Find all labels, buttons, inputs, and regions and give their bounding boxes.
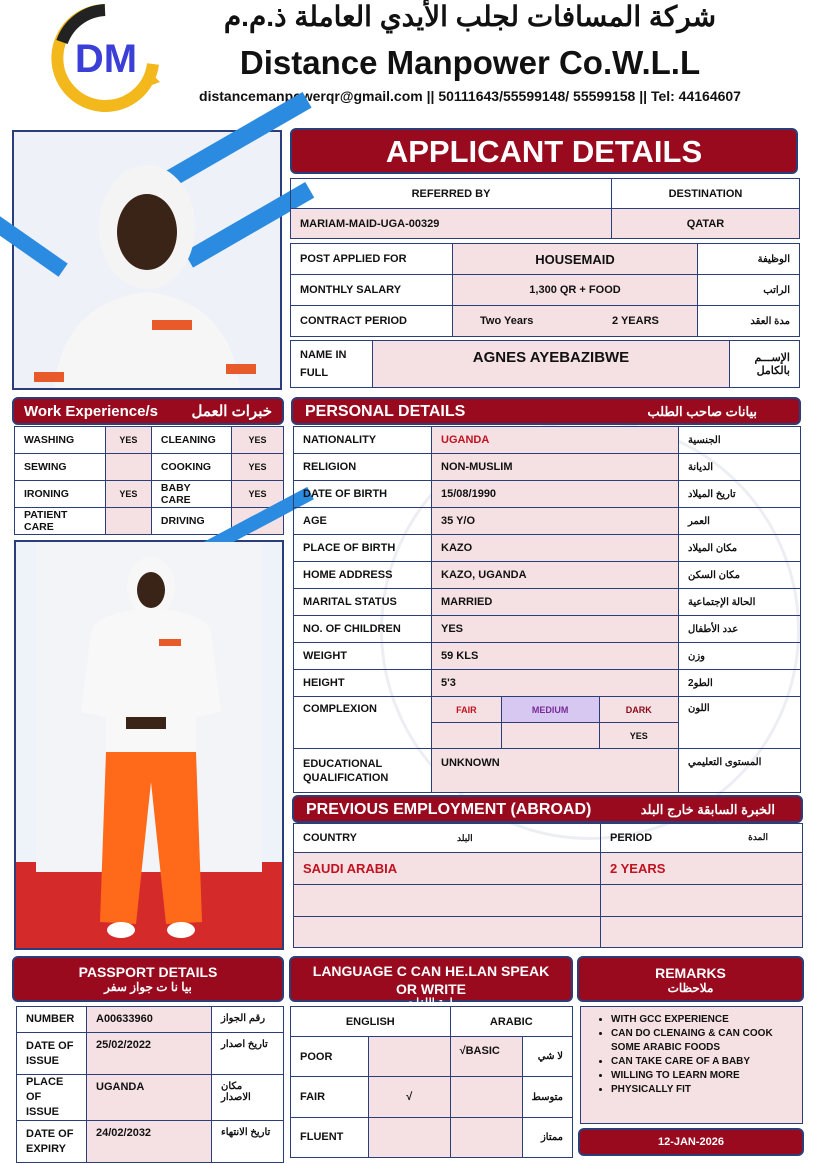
salary-label-ar: الراتب [698, 275, 800, 306]
personal-detail-label-ar: وزن [679, 643, 801, 670]
remark-item: • CAN TAKE CARE OF A BABY [611, 1055, 796, 1069]
personal-detail-label: PLACE OF BIRTH [294, 535, 432, 562]
remarks-title-ar: ملاحظات [667, 981, 714, 995]
personal-detail-label-ar: عدد الأطفال [679, 616, 801, 643]
arabic-header: ARABIC [450, 1007, 572, 1037]
company-name-arabic: شركة المسافات لجلب الأيدي العاملة ذ.م.م [223, 1, 717, 32]
fluent-label-ar: ممتاز [522, 1117, 572, 1157]
name-label: NAME IN FULL [291, 341, 373, 388]
arabic-basic-cell: √BASIC [450, 1037, 522, 1077]
personal-details-title-ar: بيانات صاحب الطلب [647, 404, 757, 419]
personal-detail-row [294, 427, 801, 454]
document-date: 12-JAN-2026 [578, 1128, 804, 1156]
work-experience-title-ar: خبرات العمل [191, 403, 272, 420]
empty-cell [601, 885, 803, 917]
work-experience-header [12, 397, 284, 425]
personal-detail-label: HOME ADDRESS [294, 562, 432, 589]
period-label: PERIOD [610, 832, 653, 844]
passport-title: PASSPORT DETAILS [78, 964, 218, 980]
empty-cell [294, 917, 601, 948]
previous-employment-title: PREVIOUS EMPLOYMENT (ABROAD) [306, 801, 592, 818]
passport-row [17, 1121, 284, 1163]
contract-value [453, 306, 698, 337]
personal-detail-row [294, 535, 801, 562]
personal-details-table [293, 426, 801, 792]
applicant-portrait-photo [12, 130, 282, 390]
complexion-label: COMPLEXION [294, 697, 432, 749]
personal-detail-label-ar: الحالة الإجتماعية [679, 589, 801, 616]
language-table [290, 1006, 573, 1158]
country-label: COUNTRY [303, 832, 357, 844]
personal-detail-row [294, 454, 801, 481]
personal-detail-row [294, 481, 801, 508]
salary-value: 1,300 QR + FOOD [453, 275, 698, 306]
skill-label: DRIVING [151, 508, 231, 535]
contract-label-ar: مدة العقد [698, 306, 800, 337]
passport-row [17, 1033, 284, 1075]
passport-label-ar: تاريخ اصدار [212, 1033, 284, 1075]
passport-label-ar: تاريخ الانتهاء [212, 1121, 284, 1163]
personal-detail-value: 59 KLS [432, 643, 679, 670]
personal-detail-value: KAZO [432, 535, 679, 562]
personal-detail-value: NON-MUSLIM [432, 454, 679, 481]
complexion-row [294, 697, 801, 723]
work-experience-row [15, 427, 284, 454]
passport-table [16, 1006, 284, 1158]
poor-label: POOR [291, 1037, 369, 1077]
previous-employment-table [293, 823, 803, 947]
personal-detail-label: DATE OF BIRTH [294, 481, 432, 508]
job-table [290, 243, 800, 336]
skill-value: YES [105, 427, 151, 454]
personal-detail-value: 35 Y/O [432, 508, 679, 535]
education-label: EDUCATIONAL QUALIFICATION [294, 749, 432, 793]
personal-detail-value: 15/08/1990 [432, 481, 679, 508]
passport-title-ar: بيا نا ت جواز سفر [104, 980, 192, 994]
english-header: ENGLISH [291, 1007, 451, 1037]
full-name-value: AGNES AYEBAZIBWE [373, 341, 730, 388]
personal-detail-label-ar: تاريخ الميلاد [679, 481, 801, 508]
complexion-medium: MEDIUM [501, 697, 599, 723]
complexion-dark: DARK [599, 697, 678, 723]
personal-detail-label: MARITAL STATUS [294, 589, 432, 616]
referred-by-value: MARIAM-MAID-UGA-00329 [291, 209, 612, 239]
country-header [294, 824, 601, 853]
passport-label: DATE OF EXPIRY [17, 1121, 87, 1163]
period-header [601, 824, 803, 853]
education-label-ar: المستوى التعليمي [679, 749, 801, 793]
post-label-ar: الوظيفة [698, 244, 800, 275]
passport-label: DATE OF ISSUE [17, 1033, 87, 1075]
company-contact: distancemanpowerqr@gmail.com || 50111643/55599148/ 55599158 || Tel: 44164607 [199, 88, 741, 104]
referral-table [290, 178, 800, 238]
personal-detail-value: MARRIED [432, 589, 679, 616]
fair-label-ar: متوسط [522, 1077, 572, 1117]
personal-detail-row [294, 508, 801, 535]
personal-detail-row [294, 643, 801, 670]
skill-label: CLEANING [151, 427, 231, 454]
referred-by-label: REFERRED BY [291, 179, 612, 209]
personal-detail-value: YES [432, 616, 679, 643]
destination-label: DESTINATION [611, 179, 799, 209]
destination-value: QATAR [611, 209, 799, 239]
page-title: APPLICANT DETAILS [290, 128, 798, 174]
english-fluent-cell [369, 1117, 451, 1157]
personal-detail-label-ar: الديانة [679, 454, 801, 481]
personal-detail-row [294, 670, 801, 697]
passport-header [12, 956, 284, 1002]
complexion-dark-value: YES [599, 723, 678, 749]
contract-label: CONTRACT PERIOD [291, 306, 453, 337]
complexion-fair: FAIR [432, 697, 502, 723]
work-experience-title: Work Experience/s [24, 403, 158, 420]
passport-label-ar: مكان الاصدار [212, 1075, 284, 1121]
remark-item: • WILLING TO LEARN MORE [611, 1069, 796, 1083]
skill-label: IRONING [15, 481, 106, 508]
passport-value: UGANDA [87, 1075, 212, 1121]
fair-label: FAIR [291, 1077, 369, 1117]
previous-employment-title-ar: الخبرة السابقة خارج البلد [640, 802, 775, 817]
language-header [289, 956, 573, 1009]
skill-label: WASHING [15, 427, 106, 454]
passport-row [17, 1075, 284, 1121]
personal-detail-label: HEIGHT [294, 670, 432, 697]
personal-detail-row [294, 562, 801, 589]
name-table [290, 340, 800, 388]
passport-row [17, 1007, 284, 1033]
work-experience-table [14, 426, 284, 534]
passport-label: PLACE OF ISSUE [17, 1075, 87, 1121]
passport-value: 24/02/2032 [87, 1121, 212, 1163]
language-title-ar: ـامة اللغات [405, 997, 457, 1009]
skill-label: COOKING [151, 454, 231, 481]
passport-value: A00633960 [87, 1007, 212, 1033]
skill-value: YES [232, 427, 284, 454]
personal-detail-value: 5'3 [432, 670, 679, 697]
company-logo [48, 2, 163, 114]
personal-detail-value: KAZO, UGANDA [432, 562, 679, 589]
personal-detail-label-ar: مكان السكن [679, 562, 801, 589]
education-value: UNKNOWN [432, 749, 679, 793]
skill-label: PATIENT CARE [15, 508, 106, 535]
name-label-ar: الإســـم بالكامل [730, 341, 800, 388]
english-poor-cell [369, 1037, 451, 1077]
skill-value [105, 454, 151, 481]
post-value: HOUSEMAID [453, 244, 698, 275]
personal-detail-value: UGANDA [432, 427, 679, 454]
remarks-box [580, 1006, 803, 1124]
logo-text: DM [74, 37, 138, 81]
education-row [294, 749, 801, 793]
contract-value-words: Two Years [480, 315, 534, 327]
arabic-fair-cell [450, 1077, 522, 1117]
personal-detail-label-ar: مكان الميلاد [679, 535, 801, 562]
personal-detail-label: NATIONALITY [294, 427, 432, 454]
remarks-title: REMARKS [655, 965, 726, 981]
personal-detail-label: RELIGION [294, 454, 432, 481]
passport-label: NUMBER [17, 1007, 87, 1033]
arabic-fluent-cell [450, 1117, 522, 1157]
complexion-medium-value [501, 723, 599, 749]
skill-label: SEWING [15, 454, 106, 481]
country-label-ar: البلد [456, 833, 473, 843]
fluent-label: FLUENT [291, 1117, 369, 1157]
personal-detail-label: AGE [294, 508, 432, 535]
applicant-full-body-photo [14, 540, 284, 950]
personal-detail-label-ar: 2الطو [679, 670, 801, 697]
salary-label: MONTHLY SALARY [291, 275, 453, 306]
work-experience-row [15, 454, 284, 481]
personal-detail-label: NO. OF CHILDREN [294, 616, 432, 643]
personal-detail-label-ar: العمر [679, 508, 801, 535]
personal-details-header [291, 397, 801, 425]
skill-value: YES [232, 481, 284, 508]
personal-detail-row [294, 589, 801, 616]
personal-detail-row [294, 616, 801, 643]
company-name-english: Distance Manpower Co.W.L.L [239, 44, 701, 81]
post-label: POST APPLIED FOR [291, 244, 453, 275]
previous-employment-header [292, 795, 803, 823]
complexion-fair-value [432, 723, 502, 749]
language-title: LANGUAGE C CAN HE.LAN SPEAK OR WRITE [312, 963, 550, 997]
empty-cell [294, 885, 601, 917]
poor-label-ar: لا شي [522, 1037, 572, 1077]
period-label-ar: المدة [748, 832, 768, 842]
contract-value-years: 2 YEARS [612, 315, 659, 327]
remark-item: • CAN DO CLENAING & CAN COOK SOME ARABIC FOODS [611, 1027, 796, 1055]
previous-country-value: SAUDI ARABIA [294, 853, 601, 885]
complexion-label-ar: اللون [679, 697, 801, 749]
passport-label-ar: رقم الجواز [212, 1007, 284, 1033]
personal-detail-label: WEIGHT [294, 643, 432, 670]
skill-value: YES [105, 481, 151, 508]
english-fair-cell: √ [369, 1077, 451, 1117]
skill-label: BABY CARE [151, 481, 231, 508]
personal-detail-label-ar: الجنسية [679, 427, 801, 454]
personal-details-title: PERSONAL DETAILS [305, 403, 466, 420]
remarks-header [577, 956, 804, 1002]
previous-period-value: 2 YEARS [601, 853, 803, 885]
work-experience-row [15, 481, 284, 508]
remark-item: • WITH GCC EXPERIENCE [611, 1013, 796, 1027]
skill-value: YES [232, 454, 284, 481]
remark-item: • PHYSICALLY FIT [611, 1083, 796, 1097]
skill-value [105, 508, 151, 535]
passport-value: 25/02/2022 [87, 1033, 212, 1075]
empty-cell [601, 917, 803, 948]
